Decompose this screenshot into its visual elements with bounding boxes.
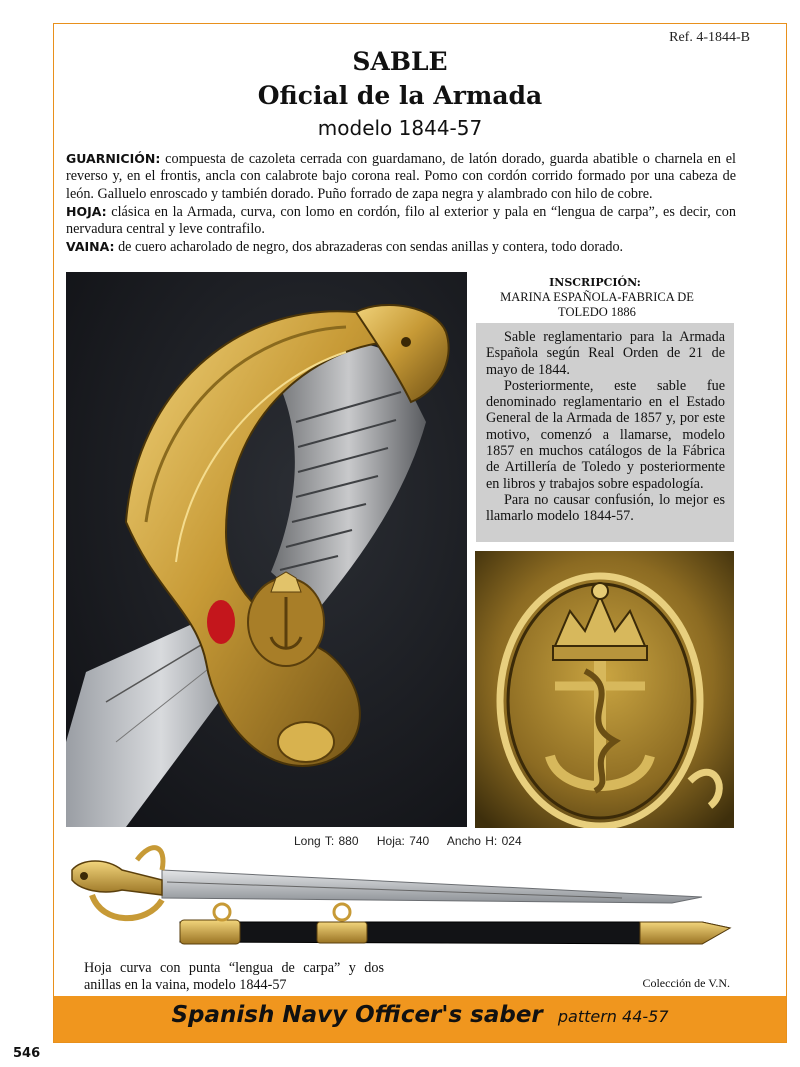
description-hoja [66,203,736,239]
detail-photo [475,551,734,828]
red-washer [207,600,235,644]
dimension-hoja: Hoja: 740 [376,834,430,848]
history-box [476,323,734,542]
scabbard-ring-1 [214,904,230,920]
reference-number: Ref. 4-1844-B [669,30,750,45]
history-paragraph-1: Sable reglamentario para la Armada Española según Real Orden de 21 de mayo de 1844. [486,329,725,378]
label-vaina: VAINA: [66,239,115,255]
inscription-text: MARINA ESPAÑOLA-FABRICA DE TOLEDO 1886 [500,290,694,319]
description-vaina [66,238,736,256]
page-number: 546 [13,1046,41,1061]
sword-and-scabbard-illustration [62,840,738,960]
scabbard-ring-2 [334,904,350,920]
history-paragraph-2: Posteriormente, este sable fue denominado reglamentario en el Estado General de la Armada de 1857 y, por este motivo, comenzó a llamarse, modelo 1857 en muchos catálogos de la Fábrica de Artillería de Toledo y posteriormente en libros y trabajos sobre espadología. [486,377,725,492]
footer-banner [54,996,786,1042]
title-main: SABLE [352,47,448,76]
hilt-illustration [66,272,467,827]
photo-caption: Hoja curva con punta “lengua de carpa” y dos anillas en la vaina, modelo 1844-57 [84,960,384,993]
label-hoja: HOJA: [66,203,107,219]
hilt-photo [66,272,467,827]
full-sword-photo [62,840,738,960]
scabbard-chape [640,922,730,944]
label-guarnicion: GUARNICIÓN: [66,151,161,166]
title-subtitle: Oficial de la Armada [257,81,543,110]
history-paragraph-3: Para no causar confusión, lo mejor es llamarlo modelo 1844-57. [486,491,725,525]
scabbard-band [317,922,367,943]
banner-title: Spanish Navy Officer's saber [171,1002,543,1028]
description-guarnicion [66,150,736,203]
collection-credit: Colección de V.N. [642,976,730,990]
inscription-title: INSCRIPCIÓN: [549,276,641,289]
text-guarnicion: compuesta de cazoleta cerrada con guardamano, de latón dorado, guarda abatible o charnela en el reverso y, en el frontis, ancla con calabrote bajo corona real. Pomo con cordón corrido formado por una cabeza de león. Galluelo enroscado y también dorado. Puño forrado de zapa negra y alambrado con hilo de cobre. [66,151,736,202]
anchor-detail-illustration [475,551,734,828]
description-block [66,150,736,257]
title-model: modelo 1844-57 [317,116,483,140]
text-hoja: clásica en la Armada, curva, con lomo en cordón, filo al exterior y pala en “lengua de carpa”, es decir, con nervadura central y leve contrafilo. [66,203,736,238]
text-vaina: de cuero acharolado de negro, dos abrazaderas con sendas anillas y contera, todo dorado. [114,239,624,256]
banner-subtitle: pattern 44-57 [557,1007,669,1026]
dimension-ancho: Ancho H: 024 [446,834,522,848]
dimension-long: Long T: 880 [294,834,359,848]
scabbard-throat [180,920,240,944]
